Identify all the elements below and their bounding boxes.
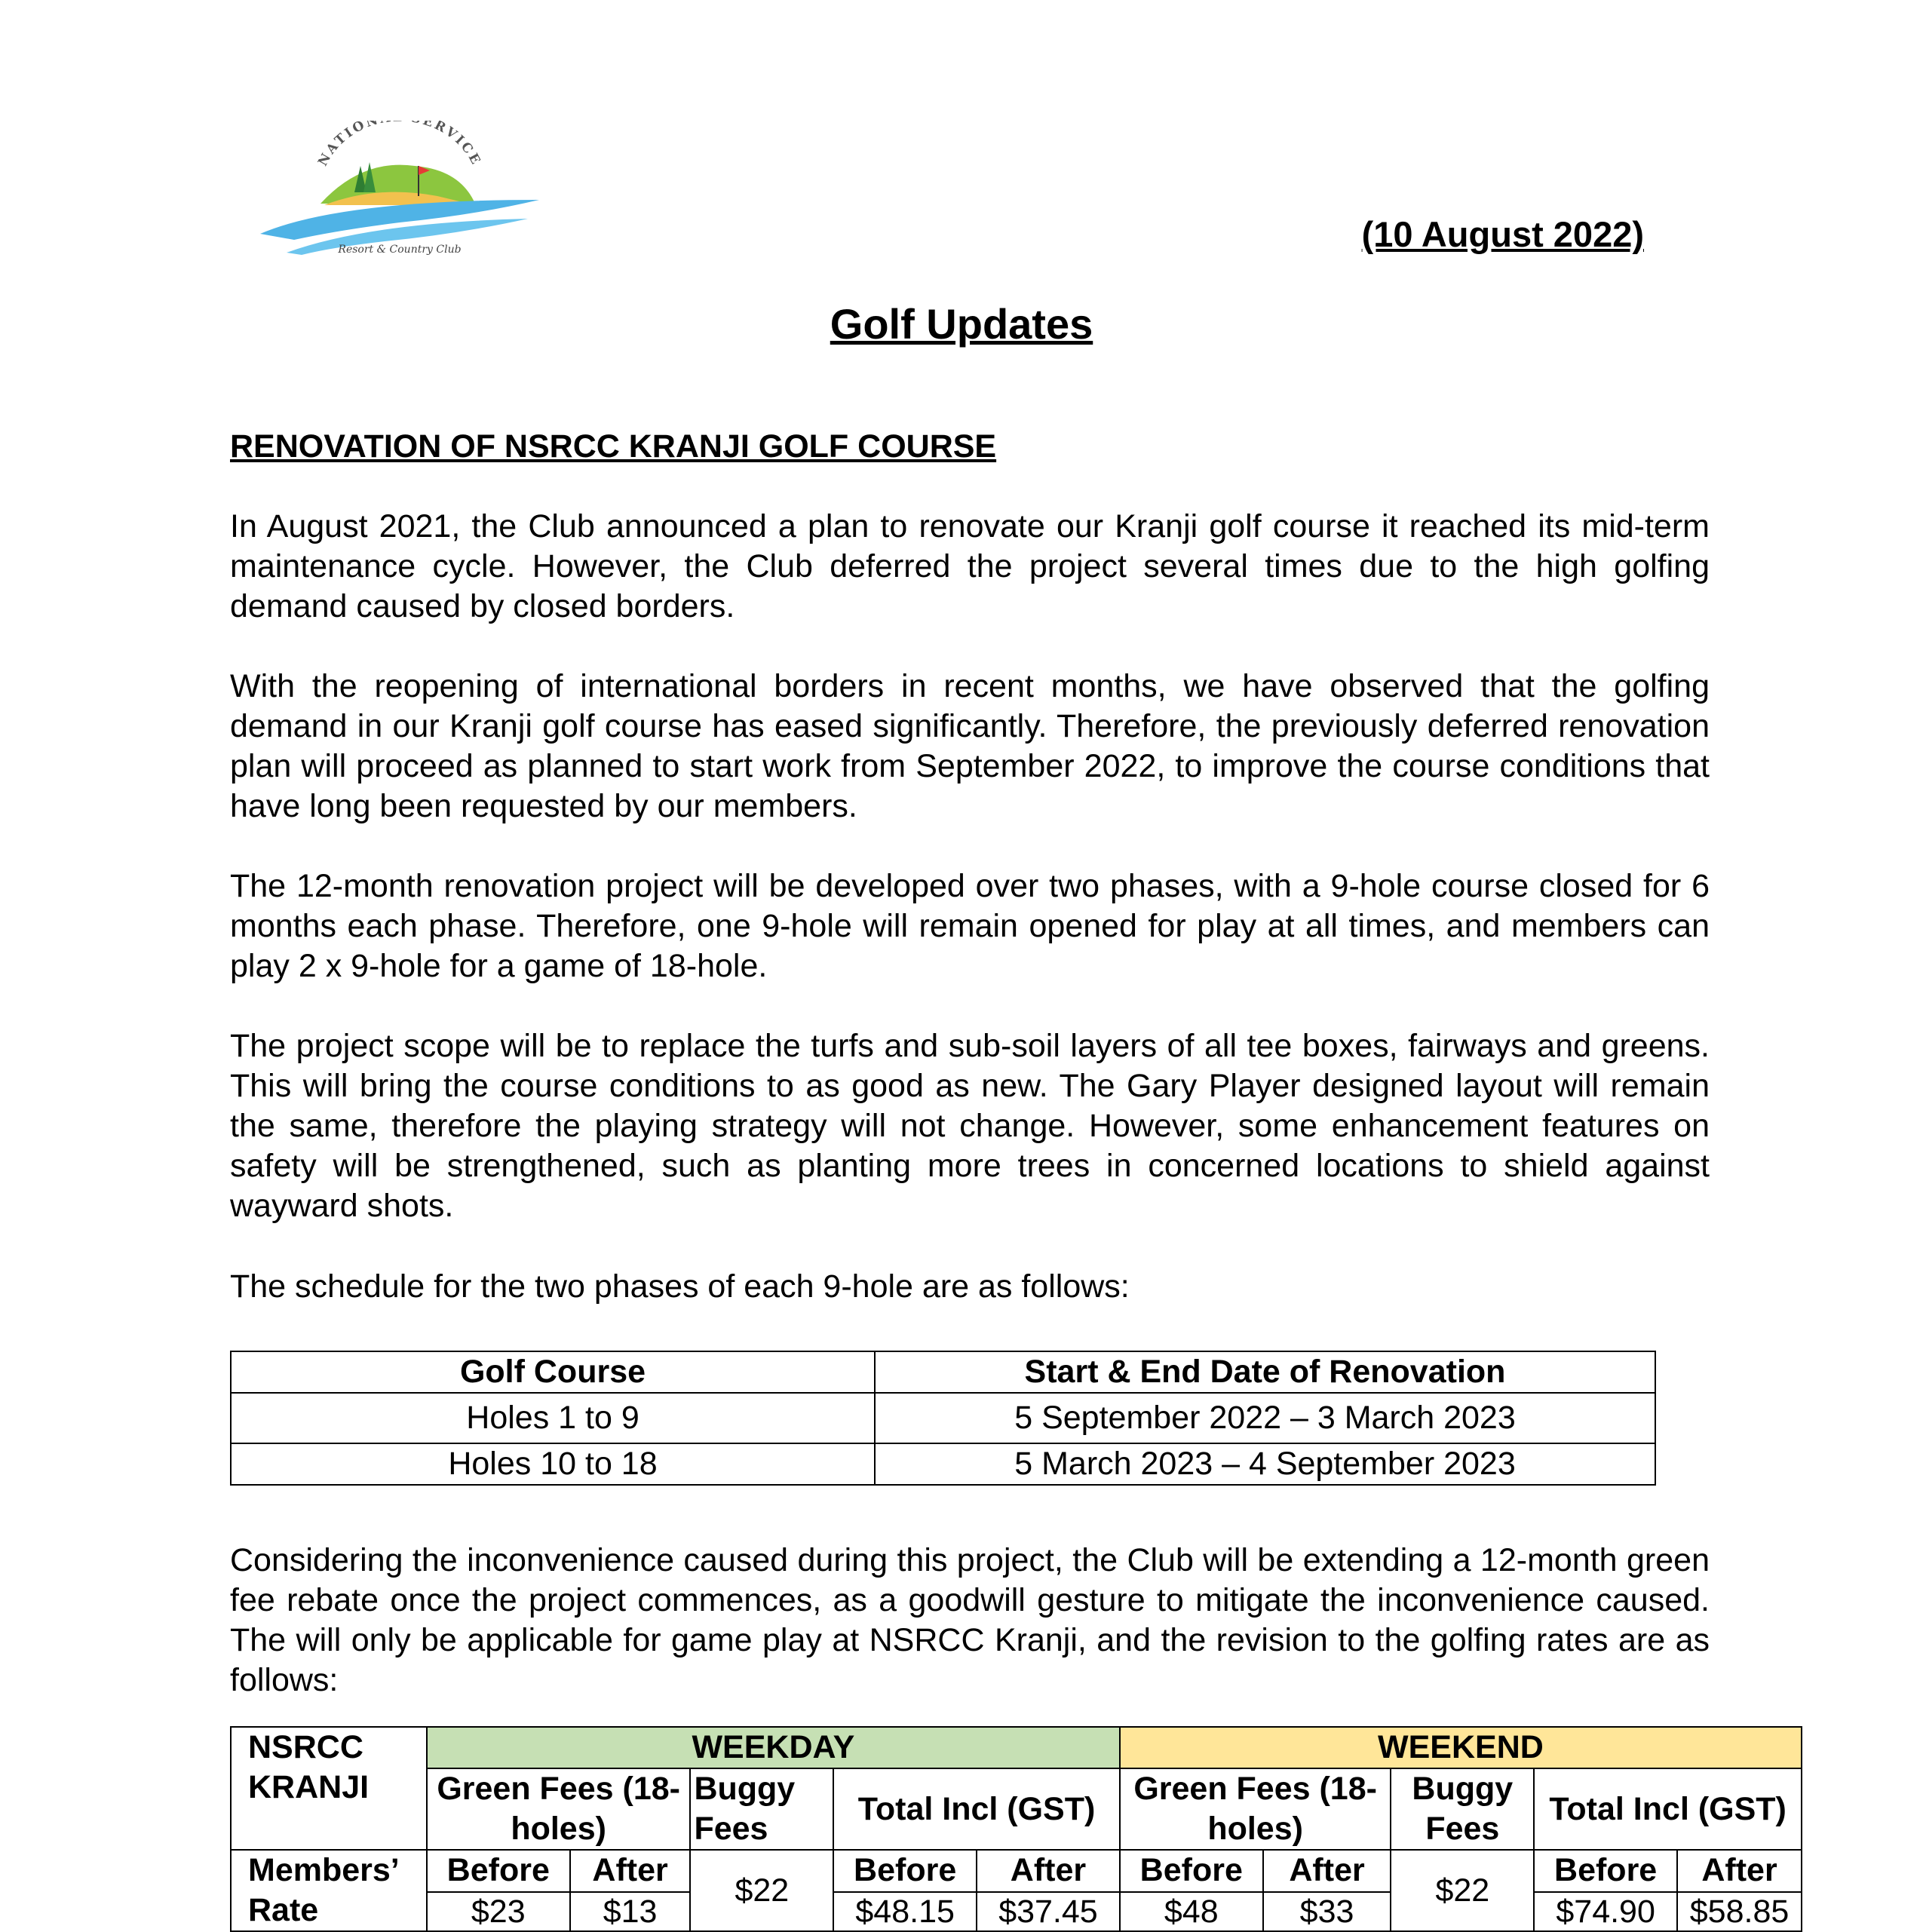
paragraph-project-scope: The project scope will be to replace the turfs and sub-soil layers of all tee boxes, fairways and greens. This will bring the course conditions to as good as new. The Gary Player designed layout will remain the same, therefore the playing strategy will not change. However, some enhancement features on safety will be strengthened, such as planting more trees in concerned locations to shield against wayward shots. (230, 1028, 1710, 1224)
rates-subheader-row (231, 1850, 1802, 1892)
weekend-total-before: $74.90 (1534, 1892, 1677, 1932)
before-header: Before (833, 1850, 977, 1892)
weekday-green-fees-header: Green Fees (18-holes) (427, 1768, 691, 1850)
logo-top-text: NATION ERVICE (315, 121, 484, 169)
weekend-buggy-fees-header: Buggy Fees (1391, 1768, 1534, 1850)
paragraph-reopening: With the reopening of international borders in recent months, we have observed that the golfing demand in our Kranji golf course has eased significantly. Therefore, the previously deferred renovation plan will proceed as planned to start work from September 2022, to improve the course conditions that have long been requested by our members. (230, 668, 1710, 824)
after-header: After (1263, 1850, 1391, 1892)
weekend-total-header: Total Incl (GST) (1534, 1768, 1802, 1850)
table-header-cell: Golf Course (231, 1351, 875, 1393)
after-header: After (570, 1850, 691, 1892)
rates-corner-label: NSRCC KRANJI (231, 1727, 427, 1850)
rates-table (230, 1726, 1802, 1932)
paragraph-schedule-intro: The schedule for the two phases of each 9-hole are as follows: (230, 1268, 1130, 1305)
svg-text:NATIONAL SERVICE (315, 121, 483, 169)
document-date: (10 August 2022) (1361, 214, 1644, 254)
paragraph-intro: In August 2021, the Club announced a plan to renovate our Kranji golf course it reached its mid-term maintenance cycle. However, the Club deferred the project several times due to the high golfing demand caused by closed borders. (230, 508, 1710, 624)
weekend-green-after: $33 (1263, 1892, 1391, 1932)
paragraph-project-phases: The 12-month renovation project will be developed over two phases, with a 9-hole course closed for 6 months each phase. Therefore, one 9-hole will remain opened for play at all times, and members can play 2 x 9-hole for a game of 18-hole. (230, 868, 1710, 984)
after-header: After (977, 1850, 1120, 1892)
schedule-table (230, 1351, 1656, 1486)
before-header: Before (1534, 1850, 1677, 1892)
before-header: Before (1120, 1850, 1263, 1892)
club-logo-graphic (249, 121, 543, 256)
rates-header-row-1 (231, 1727, 1802, 1768)
weekend-header: WEEKEND (1120, 1727, 1802, 1768)
paragraph-rebate: Considering the inconvenience caused during this project, the Club will be extending a 12-month green fee rebate once the project commences, as a goodwill gesture to mitigate the inconvenience caused. The will only be applicable for game play at NSRCC Kranji, and the revision to the golfing rates are as follows: (230, 1542, 1710, 1698)
weekday-buggy-fees-header: Buggy Fees (690, 1768, 833, 1850)
page-title: Golf Updates (830, 300, 1093, 348)
table-header-row (231, 1351, 1655, 1393)
members-rate-row (231, 1892, 1802, 1932)
before-header: Before (427, 1850, 570, 1892)
weekend-total-after: $58.85 (1677, 1892, 1802, 1932)
club-logo (249, 121, 543, 256)
table-cell: Holes 1 to 9 (231, 1393, 875, 1443)
table-cell: 5 September 2022 – 3 March 2023 (875, 1393, 1655, 1443)
table-cell: 5 March 2023 – 4 September 2023 (875, 1443, 1655, 1485)
weekday-buggy-fee: $22 (690, 1850, 833, 1931)
logo-bottom-text: Resort & Country Club (338, 244, 462, 256)
weekend-green-fees-header: Green Fees (18-holes) (1120, 1768, 1391, 1850)
members-rate-label: Members’ Rate (231, 1850, 427, 1931)
section-heading: RENOVATION OF NSRCC KRANJI GOLF COURSE (230, 428, 997, 465)
weekday-green-after: $13 (570, 1892, 691, 1932)
table-row (231, 1443, 1655, 1485)
weekday-green-before: $23 (427, 1892, 570, 1932)
weekday-total-after: $37.45 (977, 1892, 1120, 1932)
table-cell: Holes 10 to 18 (231, 1443, 875, 1485)
weekend-buggy-fee: $22 (1391, 1850, 1534, 1931)
table-header-cell: Start & End Date of Renovation (875, 1351, 1655, 1393)
table-row (231, 1393, 1655, 1443)
weekday-total-before: $48.15 (833, 1892, 977, 1932)
weekday-header: WEEKDAY (427, 1727, 1120, 1768)
after-header: After (1677, 1850, 1802, 1892)
weekday-total-header: Total Incl (GST) (833, 1768, 1120, 1850)
rates-header-row-2 (231, 1768, 1802, 1850)
weekend-green-before: $48 (1120, 1892, 1263, 1932)
